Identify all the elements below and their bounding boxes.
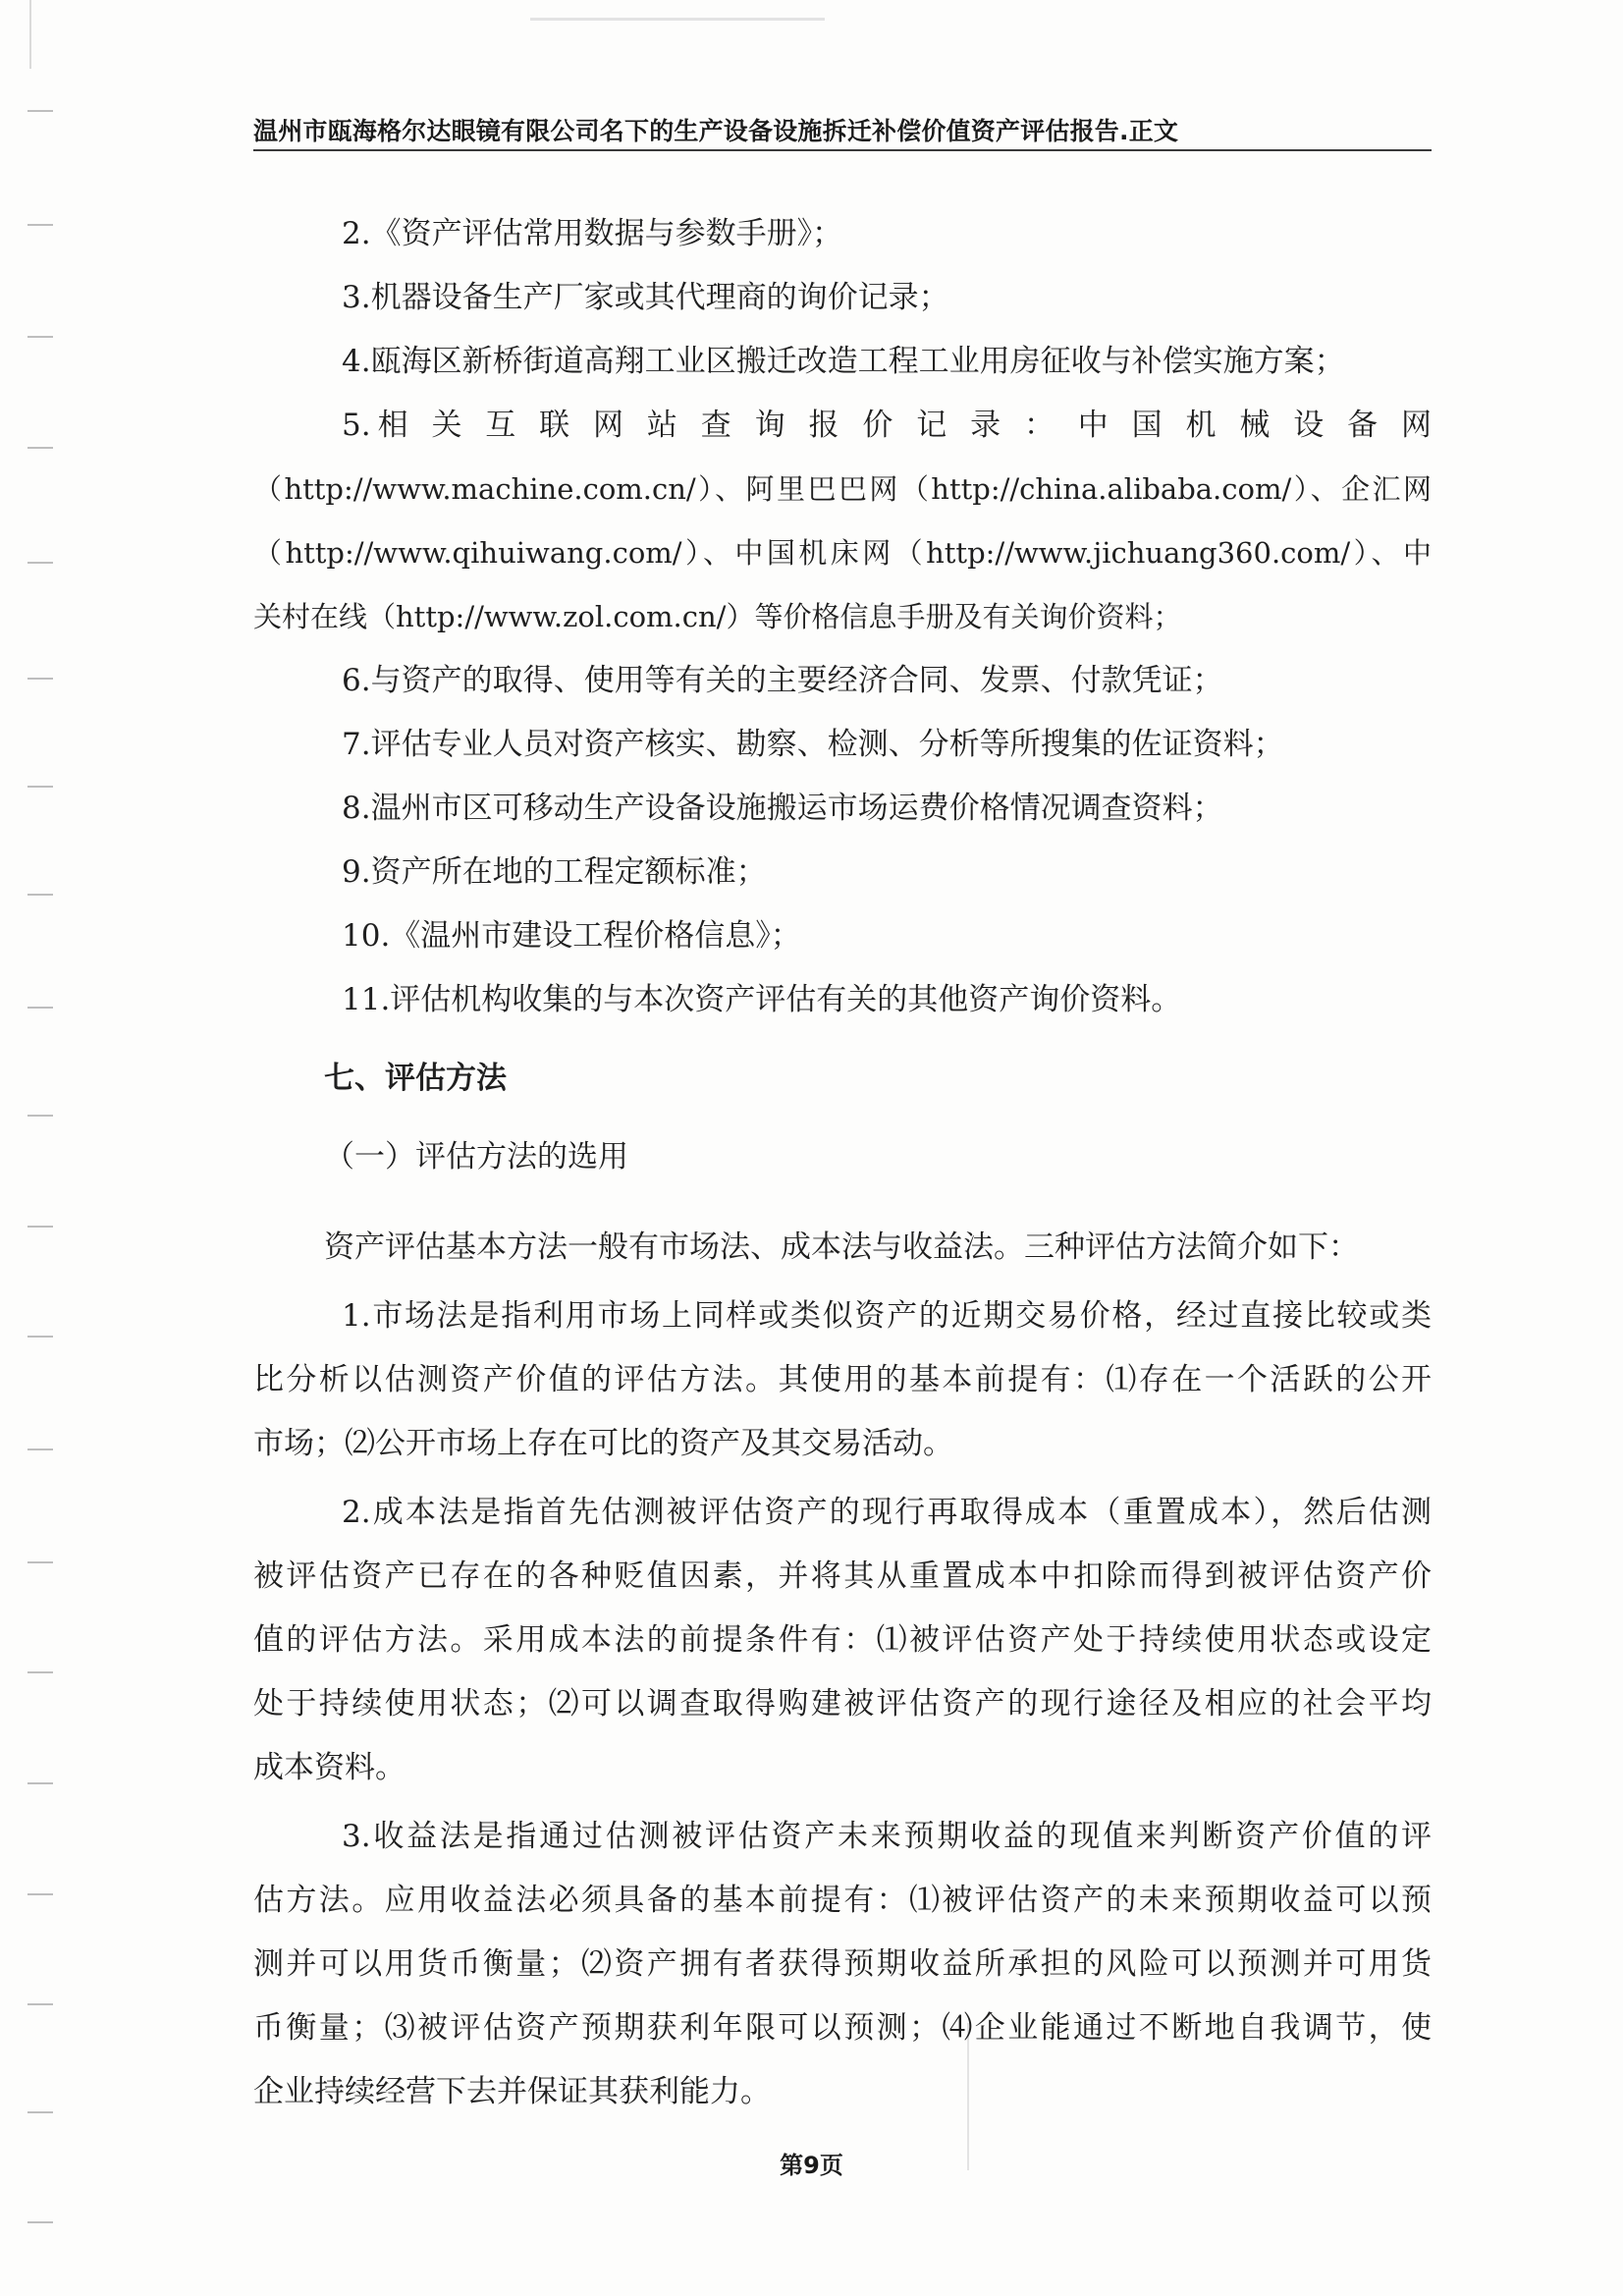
paragraph-line: 3.收益法是指通过估测被评估资产未来预期收益的现值来判断资产价值的评 <box>342 1819 1432 1854</box>
binding-line <box>29 0 31 69</box>
paragraph-line: 值的评估方法。采用成本法的前提条件有：⑴被评估资产处于持续使用状态或设定 <box>253 1622 1432 1658</box>
section-subheading: （一）评估方法的选用 <box>324 1139 628 1175</box>
section-heading: 七、评估方法 <box>324 1061 507 1096</box>
binding-mark <box>27 2003 53 2005</box>
list-item: 7.评估专业人员对资产核实、勘察、检测、分析等所搜集的佐证资料； <box>342 727 1284 762</box>
list-item: 8.温州市区可移动生产设备设施搬运市场运费价格情况调查资料； <box>342 791 1223 826</box>
binding-mark <box>27 894 53 896</box>
binding-mark <box>27 1893 53 1895</box>
binding-mark <box>27 786 53 788</box>
paragraph-line: 市场；⑵公开市场上存在可比的资产及其交易活动。 <box>253 1426 953 1461</box>
list-item: 3.机器设备生产厂家或其代理商的询价记录； <box>342 280 949 315</box>
page-header <box>253 116 1432 151</box>
header-title: 温州市瓯海格尔达眼镜有限公司名下的生产设备设施拆迁补偿价值资产评估报告.正文 <box>253 117 1179 145</box>
paragraph-line: 1.市场法是指利用市场上同样或类似资产的近期交易价格，经过直接比较或类 <box>342 1298 1432 1334</box>
list-item-continuation: （http://www.machine.com.cn/）、阿里巴巴网（http://china.alibaba.com/）、企汇网 <box>253 472 1432 506</box>
paragraph-line: 处于持续使用状态；⑵可以调查取得购建被评估资产的现行途径及相应的社会平均 <box>253 1686 1432 1722</box>
binding-mark <box>27 562 53 564</box>
binding-mark <box>27 1561 53 1563</box>
paragraph-line: 估方法。应用收益法必须具备的基本前提有：⑴被评估资产的未来预期收益可以预 <box>253 1883 1432 1918</box>
binding-mark <box>27 678 53 680</box>
binding-mark <box>27 224 53 226</box>
list-item: 6.与资产的取得、使用等有关的主要经济合同、发票、付款凭证； <box>342 663 1223 698</box>
binding-mark <box>27 1115 53 1117</box>
paragraph-line: 2.成本法是指首先估测被评估资产的现行再取得成本（重置成本），然后估测 <box>342 1495 1432 1530</box>
scan-artifact <box>530 18 825 21</box>
page-number: 第9页 <box>780 2152 843 2179</box>
binding-mark <box>27 1007 53 1009</box>
list-item: 2.《资产评估常用数据与参数手册》； <box>342 216 843 251</box>
binding-mark <box>27 447 53 449</box>
binding-mark <box>27 1671 53 1673</box>
list-item-continuation: 关村在线（http://www.zol.com.cn/）等价格信息手册及有关询价资料； <box>253 600 1182 633</box>
paragraph-line: 比分析以估测资产价值的评估方法。其使用的基本前提有：⑴存在一个活跃的公开 <box>253 1362 1432 1397</box>
binding-mark <box>27 1336 53 1338</box>
binding-marks <box>22 0 61 2296</box>
binding-mark <box>27 2111 53 2113</box>
paragraph-line: 测并可以用货币衡量；⑵资产拥有者获得预期收益所承担的风险可以预测并可用货 <box>253 1946 1432 1982</box>
list-item: 11.评估机构收集的与本次资产评估有关的其他资产询价资料。 <box>342 982 1182 1017</box>
binding-mark <box>27 336 53 338</box>
list-item: 4.瓯海区新桥街道高翔工业区搬迁改造工程工业用房征收与补偿实施方案； <box>342 344 1345 379</box>
paragraph-line: 企业持续经营下去并保证其获利能力。 <box>253 2074 771 2109</box>
binding-mark <box>27 1226 53 1228</box>
list-item: 9.资产所在地的工程定额标准； <box>342 854 767 890</box>
paragraph-line: 成本资料。 <box>253 1750 406 1785</box>
binding-mark <box>27 1782 53 1784</box>
binding-mark <box>27 2221 53 2223</box>
paragraph-line: 被评估资产已存在的各种贬值因素，并将其从重置成本中扣除而得到被评估资产价 <box>253 1558 1432 1594</box>
paragraph-intro: 资产评估基本方法一般有市场法、成本法与收益法。三种评估方法简介如下： <box>324 1230 1359 1265</box>
list-item: 10.《温州市建设工程价格信息》； <box>342 918 801 954</box>
paragraph-line: 币衡量；⑶被评估资产预期获利年限可以预测；⑷企业能通过不断地自我调节，使 <box>253 2010 1432 2046</box>
list-item: 5.相 关 互 联 网 站 查 询 报 价 记 录 ： 中 国 机 械 设 备 网 <box>342 408 1432 443</box>
list-item-continuation: （http://www.qihuiwang.com/）、中国机床网（http://www.jichuang360.com/）、中 <box>253 536 1432 570</box>
binding-mark <box>27 110 53 112</box>
binding-mark <box>27 1449 53 1450</box>
